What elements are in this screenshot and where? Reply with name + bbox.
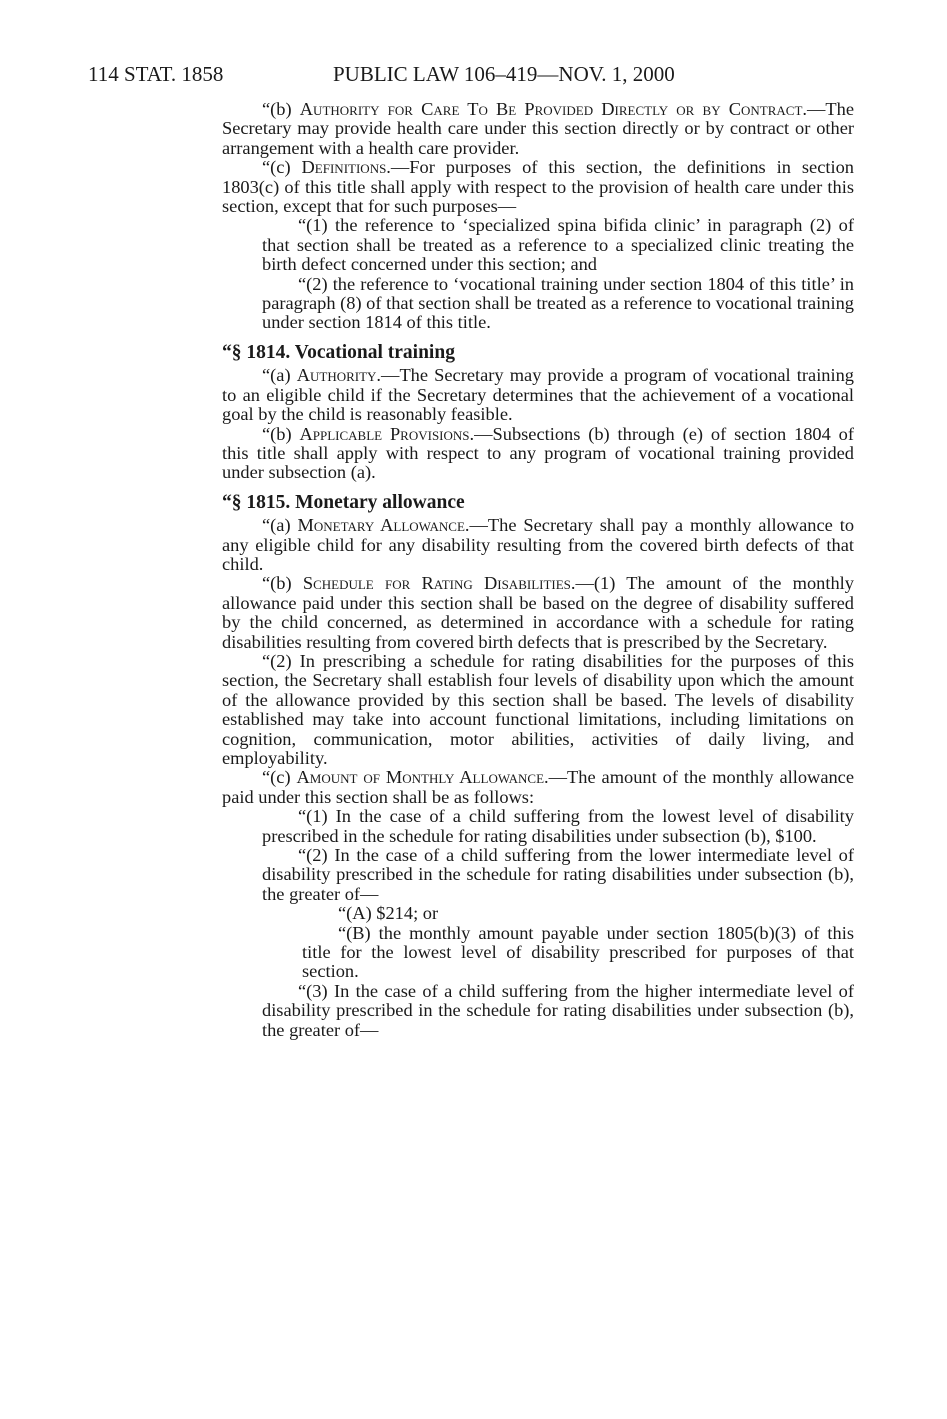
paragraph-authority-care: “(b) Authority for Care To Be Provided Directly or by Contract.—The Secretary may provide health care under this section directly or by contract or other arrangement with a health care provider. — [222, 99, 854, 158]
paragraph-1815-monetary: “(a) Monetary Allowance.—The Secretary shall pay a monthly allowance to any eligible child for any disability resulting from the covered birth defects of that child. — [222, 515, 855, 574]
subsection-heading: Authority. — [296, 365, 382, 386]
paragraph-1814-applicable: “(b) Applicable Provisions.—Subsections (b) through (e) of section 1804 of this title shall apply with respect to any program of vocational training provided under subsection (a). — [222, 423, 854, 483]
paragraph-1815-amount: “(c) Amount of Monthly Allowance.—The amount of the monthly allowance paid under this section shall be as follows: — [222, 767, 855, 807]
paragraph-1815-amount-2B: “(B) the monthly amount payable under section 1805(b)(3) of this title for the lowest level of disability prescribed for purposes of that section. — [302, 922, 854, 982]
subsection-heading: Authority for Care To Be Provided Directly or by Contract. — [299, 99, 808, 119]
document-body — [222, 100, 854, 1040]
section-heading-1815: “§ 1815. Monetary allowance — [222, 491, 465, 513]
paragraph-definitions: “(c) Definitions.—For purposes of this section, the definitions in section 1803(c) of this title shall apply with respect to the provision of health care under this section, except that for such purposes— — [222, 157, 854, 217]
paragraph-1815-amount-2: “(2) In the case of a child suffering from the lower intermediate level of disability prescribed in the schedule for rating disabilities under subsection (b), the greater of— — [262, 845, 854, 904]
subsection-heading: Monetary Allowance. — [297, 515, 470, 536]
paragraph-definitions-2: “(2) the reference to ‘vocational training under section 1804 of this title’ in paragraph (8) of that section shall be treated as a reference to vocational training under section 1814 of this title. — [262, 273, 854, 333]
subsection-heading: Schedule for Rating Disabilities. — [302, 573, 576, 594]
subsection-heading: Applicable Provisions. — [299, 423, 475, 444]
section-heading-1814: “§ 1814. Vocational training — [222, 341, 455, 363]
statute-page-citation: 114 STAT. 1858 — [88, 62, 224, 86]
subsection-heading: Definitions. — [301, 157, 391, 178]
public-law-title: PUBLIC LAW 106–419—NOV. 1, 2000 — [333, 62, 675, 86]
paragraph-1815-amount-1: “(1) In the case of a child suffering from the lowest level of disability prescribed in the schedule for rating disabilities under subsection (b), $100. — [262, 806, 854, 846]
paragraph-1814-authority: “(a) Authority.—The Secretary may provide a program of vocational training to an eligible child if the Secretary determines that the achievement of a vocational goal by the child is reasonably feasible. — [222, 365, 854, 425]
paragraph-1815-schedule: “(b) Schedule for Rating Disabilities.—(1) The amount of the monthly allowance paid under this section shall be based on the degree of disability suffered by the child concerned, as determined in accordance with a schedule for rating disabilities resulting from covered birth defects that is prescribed by the Secretary. — [222, 573, 854, 652]
paragraph-1815-amount-2A: “(A) $214; or — [338, 903, 439, 924]
paragraph-definitions-1: “(1) the reference to ‘specialized spina bifida clinic’ in paragraph (2) of that section shall be treated as a reference to a specialized clinic treating the birth defect concerned under this section; and — [262, 215, 854, 275]
paragraph-1815-schedule-2: “(2) In prescribing a schedule for rating disabilities for the purposes of this section, the Secretary shall establish four levels of disability upon which the amount of the allowance provided by this section shall be based. The levels of disability established may take into account functional limitations, including limitations on cognition, communication, motor abilities, activities of daily living, and employability. — [222, 650, 854, 768]
subsection-heading: Amount of Monthly Allowance. — [296, 767, 549, 788]
paragraph-1815-amount-3: “(3) In the case of a child suffering from the higher intermediate level of disability prescribed in the schedule for rating disabilities under subsection (b), the greater of— — [262, 980, 854, 1040]
